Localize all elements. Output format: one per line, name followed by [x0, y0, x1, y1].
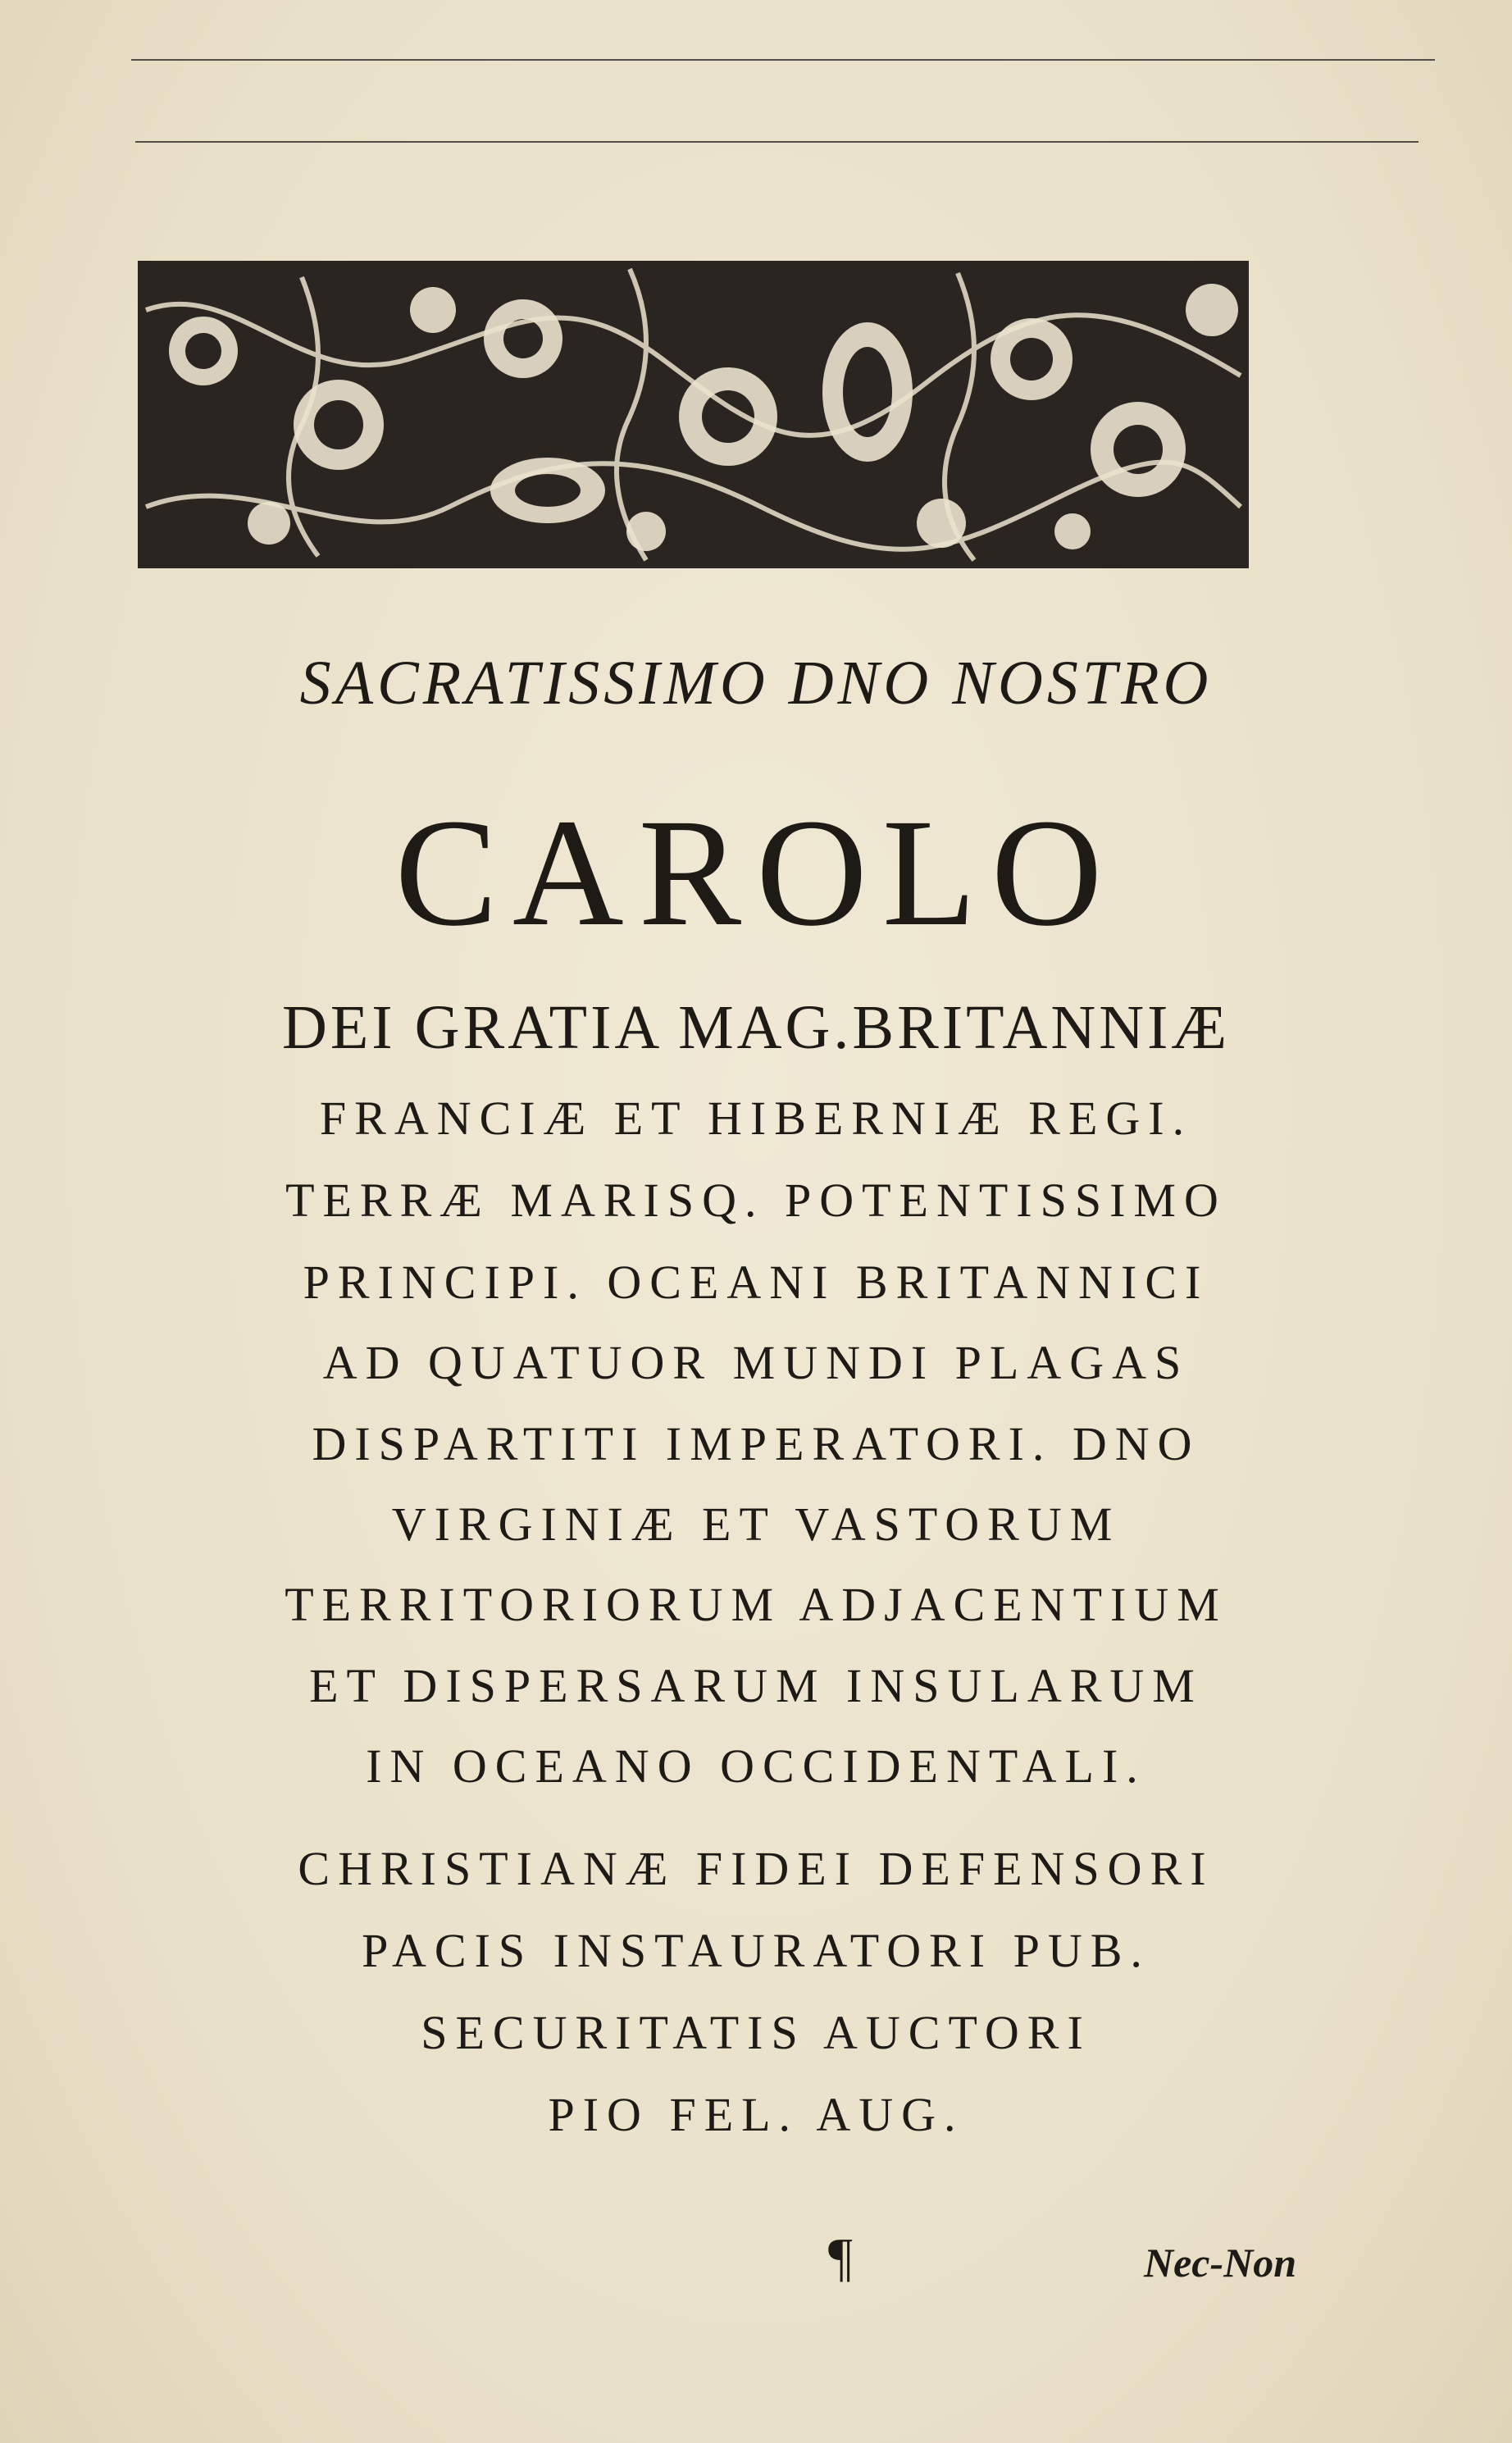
- title-line: IN OCEANO OCCIDENTALI.: [366, 1739, 1146, 1793]
- title-line: ET DISPERSARUM INSULARUM: [309, 1659, 1203, 1712]
- epithet-line: PIO FEL. AUG.: [548, 2088, 964, 2141]
- title-line: AD QUATUOR MUNDI PLAGAS: [322, 1336, 1190, 1389]
- title-line: FRANCIÆ ET HIBERNIÆ REGI.: [319, 1092, 1193, 1145]
- signature-mark: ¶: [828, 2227, 853, 2287]
- ornamental-headpiece: [138, 261, 1249, 568]
- title-line: TERRITORIORUM ADJACENTIUM: [285, 1578, 1227, 1631]
- catchword: Nec-Non: [1144, 2240, 1297, 2286]
- epithet-line: SECURITATIS AUCTORI: [421, 2006, 1091, 2059]
- dedicatee-name: CAROLO: [394, 786, 1118, 958]
- title-line: DISPARTITI IMPERATORI. DNO: [312, 1417, 1200, 1470]
- title-line: PRINCIPI. OCEANI BRITANNICI: [303, 1256, 1209, 1309]
- dedication-heading: SACRATISSIMO DNO NOSTRO: [299, 649, 1213, 718]
- top-rule: [131, 59, 1435, 61]
- title-line: TERRÆ MARISQ. POTENTISSIMO: [285, 1174, 1227, 1227]
- title-line: VIRGINIÆ ET VASTORUM: [391, 1497, 1121, 1551]
- floral-ornament-icon: [138, 261, 1249, 568]
- epithet-line: PACIS INSTAURATORI PUB.: [362, 1924, 1150, 1977]
- epithet-line: CHRISTIANÆ FIDEI DEFENSORI: [298, 1842, 1214, 1895]
- second-rule: [135, 141, 1419, 143]
- title-line: DEI GRATIA MAG.BRITANNIÆ: [282, 993, 1230, 1062]
